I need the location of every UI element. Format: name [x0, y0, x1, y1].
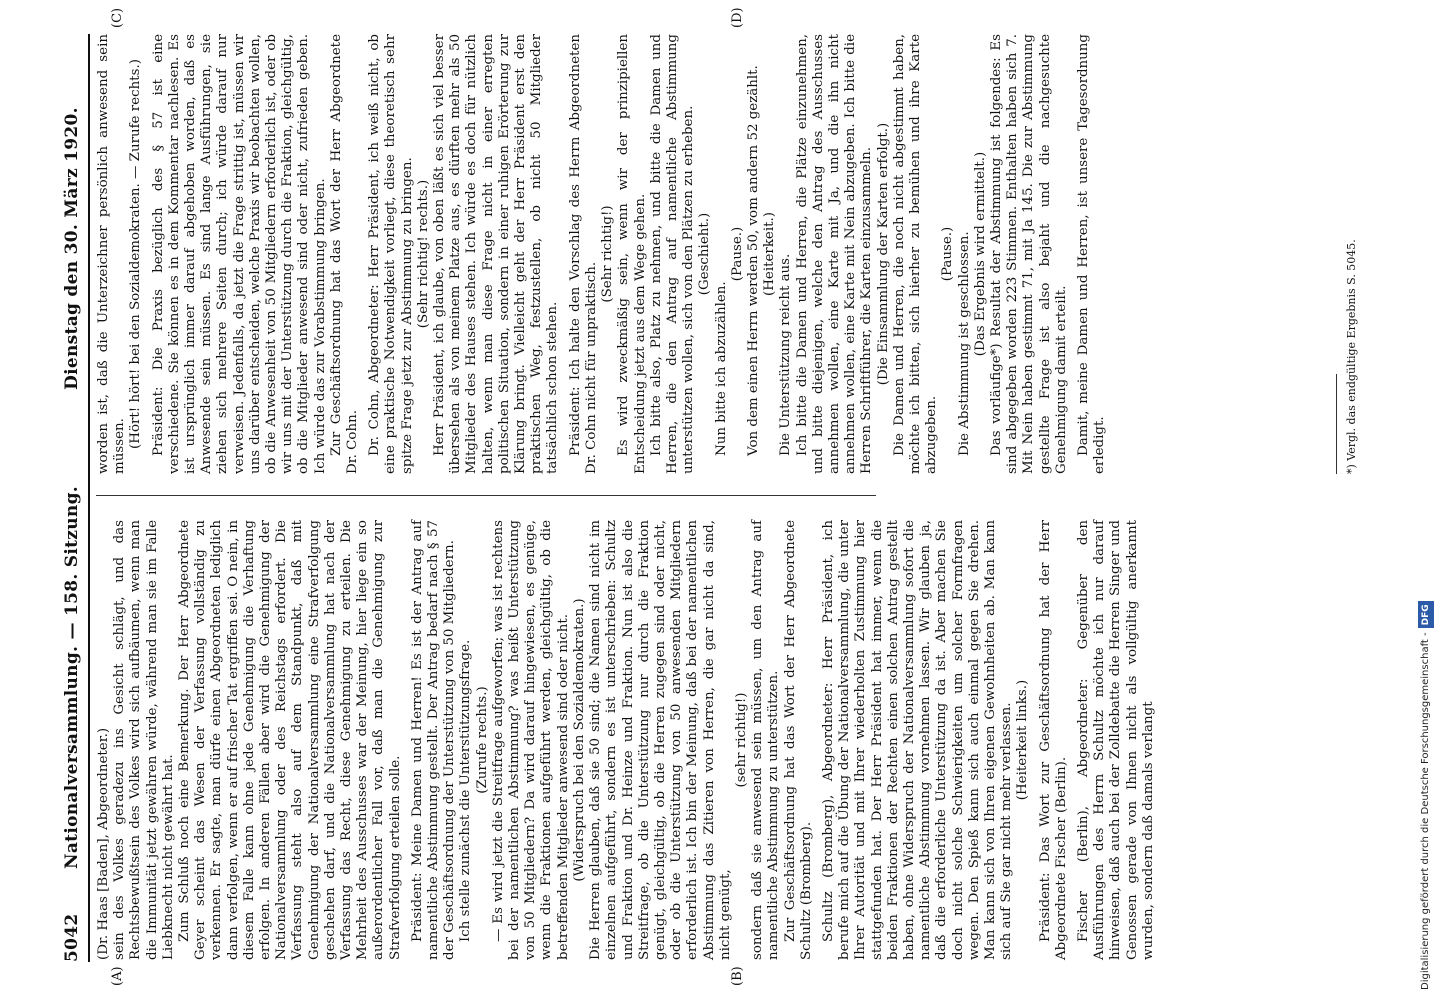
- paragraph: Präsident: Das Wort zur Geschäftsordnung hat der Herr Abgeordnete Fischer (Berlin).: [1037, 520, 1069, 960]
- paragraph: worden ist, daß die Unterzeichner persönlich anwesend sein müssen.: [96, 34, 128, 474]
- paragraph: Ich bitte die Damen und Herren, die Plätze einzunehmen, und bitte diejenigen, welche den Antrag des Ausschusses annehmen wollen, eine Karte mit Ja, und die ihn nicht annehmen wollen, eine Karte mit Nein abzugeben. Ich bitte die Herren Schriftführer, die Karten einzusammeln.: [794, 34, 875, 474]
- paragraph: Dr. Cohn, Abgeordneter: Herr Präsident, ich weiß nicht, ob eine praktische Notwendigkeit vorliegt, diese theoretisch sehr spitze Frage jetzt zur Abstimmung zu bringen.: [367, 34, 415, 474]
- paragraph: Die Damen und Herren, die noch nicht abgestimmt haben, möchte ich bitten, sich hierher zu bemühen und ihre Karte abzugeben.: [891, 34, 940, 474]
- paragraph: Ich bitte also, Platz zu nehmen, und bitte die Damen und Herren, die den Antrag auf namentliche Abstimmung unterstützen wollen, sich von den Plätzen zu erheben.: [648, 34, 697, 474]
- paragraph: Es wird zweckmäßig sein, wenn wir der prinzipiellen Entscheidung jetzt aus dem Wege gehen.: [616, 34, 648, 474]
- paragraph: Herr Präsident, ich glaube, von oben läßt es sich viel besser übersehen als von meinem Platze aus, es dürften mehr als 50 Mitglieder des Hauses stehen. Ich würde es doch für nützlich halten, wenn man diese Frage nicht in einer erregten politischen Situation, sondern in einer ruhigen Erörterung zur Klärung bringt. Vielleicht geht der Herr Präsident erst den praktischen Weg, festzustellen, ob nicht 50 Mitglieder tatsächlich schon stehen.: [432, 34, 561, 474]
- paragraph: Präsident: Die Praxis bezüglich des § 57 ist eine verschiedene. Sie können es in dem Kommentar nachlesen. Es ist ursprünglich immer darauf abgehoben worden, daß es Anwesende sein müssen. Es sind lange Ausführungen, sie ziehen sich mehrere Seiten durch; ich würde darauf nur verweisen. Jedenfalls, da jetzt die Frage strittig ist, müssen wir uns darüber entscheiden, welche Praxis wir beobachten wollen, ob die Anwesenheit von 50 Mitgliedern erforderlich ist, oder ob wir uns mit der Unterstützung durch die Fraktion, gleichgültig, ob die Mitglieder anwesend sind oder nicht, zufrieden geben. Ich würde das zur Vorabstimmung bringen.: [150, 34, 328, 474]
- header-right-title: Dienstag den 30. März 1920.: [62, 107, 82, 390]
- paragraph: Ich stelle zunächst die Unterstützungsfrage.: [458, 639, 474, 942]
- paragraph: Zur Geschäftsordnung hat das Wort der Herr Abgeordnete Schultz (Bromberg).: [782, 520, 814, 960]
- digitization-credit: [1418, 0, 1434, 1000]
- interjection: (Sehr richtig!): [600, 205, 616, 303]
- interjection: (Heiterkeit links.): [1015, 679, 1031, 801]
- dfg-logo: DFG: [1418, 601, 1434, 628]
- page-header: [52, 34, 82, 962]
- paragraph: (Dr. Haas [Baden], Abgeordneter.): [96, 727, 111, 960]
- paragraph: Präsident: Ich halte den Vorschlag des Herrn Abgeordneten Dr. Cohn nicht für unpraktisch.: [567, 34, 599, 474]
- paragraph: Die Herren glauben, daß sie 50 sind; die Namen sind nicht im einzelnen aufgeführt, sondern es ist unterschrieben: Schultz und Fraktion und Dr. Heinze und Fraktion. Nun ist also die Streitfrage, ob die Unterstützung nur durch die Fraktion genügt, gleichgültig, ob die Herren zugegen sind oder nicht, oder ob die Unterstützung von 50 anwesenden Mitgliedern erforderlich ist. Ich bin der Meinung, daß bei der namentlichen Abstimmung das Zitieren von Herren, die gar nicht da sind, nicht genügt,: [588, 520, 733, 960]
- paragraph: Das vorläufige*) Resultat der Abstimmung ist folgendes: Es sind abgegeben worden 223 Stimmen. Enthalten haben sich 7. Mit Nein haben gestimmt 71, mit Ja 145. Die zur Abstimmung gestellte Frage ist also bejaht und die nachgesuchte Genehmigung damit erteilt.: [988, 34, 1069, 474]
- paragraph: Zur Geschäftsordnung hat das Wort der Herr Abgeordnete Dr. Cohn.: [328, 34, 361, 474]
- paragraph: sein des Volkes geradezu ins Gesicht schlägt, und das Rechtsbewußtsein des Volkes wird sich aufbäumen, wenn man die Immunität jetzt gewähren würde, während man sie im Falle Liebknecht nicht gewährt hat.: [112, 520, 176, 960]
- paragraph: Damit, meine Damen und Herren, ist unsere Tagesordnung erledigt.: [1075, 34, 1108, 474]
- footnote-rule: [1336, 374, 1337, 474]
- interjection: (Widerspruch bei den Sozialdemokraten.): [571, 598, 587, 882]
- paragraph: Die Abstimmung ist geschlossen.: [956, 231, 972, 456]
- paragraph: Nun bitte ich abzuzählen.: [713, 281, 729, 456]
- header-left-title: Nationalversammlung. — 158. Sitzung.: [62, 486, 82, 869]
- credit-text: Digitalisierung gefördert durch die Deutsche Forschungsgemeinschaft -: [1420, 632, 1431, 990]
- margin-mark-b: (B): [730, 966, 745, 986]
- interjection: (Geschieht.): [697, 212, 713, 296]
- paragraph: Fischer (Berlin), Abgeordneter: Gegenüber den Ausführungen des Herrn Schultz möchte ich nur darauf hinweisen, daß auch bei der Zolldebatte die Herren Singer und Genossen gerade von Ihnen nicht als vollgültig anerkannt wurden, sondern daß damals verlangt: [1075, 520, 1156, 960]
- margin-mark-d: (D): [730, 7, 745, 28]
- paragraph: Schultz (Bromberg), Abgeordneter: Herr Präsident, ich berufe mich auf die Übung der Nationalversammlung, die unter Ihrer Autorität und mit Ihrer wiederholten Zustimmung hier stattgefunden hat. Der Herr Präsident hat immer, wenn die beiden Fraktionen der Rechten einen solchen Antrag gestellt haben, ohne Widerspruch der Nationalversammlung sofort die namentliche Abstimmung vornehmen lassen. Wir glauben ja, daß die erforderliche Unterstützung da ist. Aber machen Sie doch nicht solche Schwierigkeiten um solcher Formfragen wegen. Den Spieß kann sich auch einmal gegen Sie drehen. Man kann sich von Ihren eigenen Gewohnheiten ab. Man kann sich auf Sie gar nicht mehr verlassen.: [820, 520, 1015, 960]
- paragraph: Präsident: Meine Damen und Herren! Es ist der Antrag auf namentliche Abstimmung gestellt. Der Antrag bedarf nach § 57 der Geschäftsordnung der Unterstützung von 50 Mitgliedern.: [409, 520, 458, 960]
- interjection: (sehr richtig!): [733, 692, 749, 788]
- interjection: (Hört! hört! bei den Sozialdemokraten. — Zurufe rechts.): [128, 59, 144, 449]
- interjection: (Zurufe rechts.): [474, 686, 490, 794]
- margin-mark-a: (A): [110, 966, 125, 986]
- interjection: (Sehr richtig! rechts.): [415, 179, 431, 329]
- paragraph: — Es wird jetzt die Streitfrage aufgeworfen; was ist rechtens bei der namentlichen Abstimmung? was heißt Unterstützung von 50 Mitgliedern? Da wird darauf hingewiesen, es genüge, wenn die Fraktionen aufgeführt werden, gleichgültig, ob die betreffenden Mitglieder anwesend sind oder nicht.: [490, 520, 571, 960]
- footnote: *) Vergl. das endgültige Ergebnis S. 5045.: [1345, 239, 1358, 474]
- interjection: (Pause.): [940, 226, 956, 282]
- interjection: (Die Einsammlung der Karten erfolgt.): [875, 122, 891, 386]
- header-rule: [88, 34, 90, 962]
- paragraph: Die Unterstützung reicht aus.: [778, 253, 794, 456]
- left-column: [96, 520, 1157, 960]
- paragraph: Zum Schluß noch eine Bemerkung. Der Herr Abgeordnete Geyer scheint das Wesen der Verfassung vollständig zu verkennen. Er sagte, man dürfe einen Abgeordneten lediglich dann verfolgen, wenn er auf frischer Tat ergriffen sei. O nein, in diesem Falle kann ohne jede Genehmigung die Verhaftung erfolgen. In anderen Fällen aber wird die Genehmigung der Nationalversammlung oder des Reichstags erfordert. Die Verfassung steht also auf dem Standpunkt, daß mit Genehmigung der Nationalversammlung eine Strafverfolgung geschehen darf, und die Nationalversammlung hat nach der Verfassung das Recht, diese Genehmigung zu erteilen. Die Mehrheit des Ausschusses war der Meinung, hier liege ein so außerordentlicher Fall vor, daß man die Genehmigung zur Strafverfolgung erteilen solle.: [177, 520, 403, 960]
- interjection: (Das Ergebnis wird ermittelt.): [972, 151, 988, 357]
- paragraph: Von dem einen Herrn werden 50, vom andern 52 gezählt.: [745, 65, 761, 456]
- interjection: (Pause.): [729, 226, 745, 282]
- margin-mark-c: (C): [110, 7, 125, 28]
- paragraph: sondern daß sie anwesend sein müssen, um den Antrag auf namentliche Abstimmung zu unterstützen.: [750, 520, 782, 960]
- interjection: (Heiterkeit.): [762, 212, 778, 296]
- page-number: 5042: [62, 913, 82, 962]
- column-divider: [96, 495, 876, 496]
- right-column: [96, 34, 1108, 474]
